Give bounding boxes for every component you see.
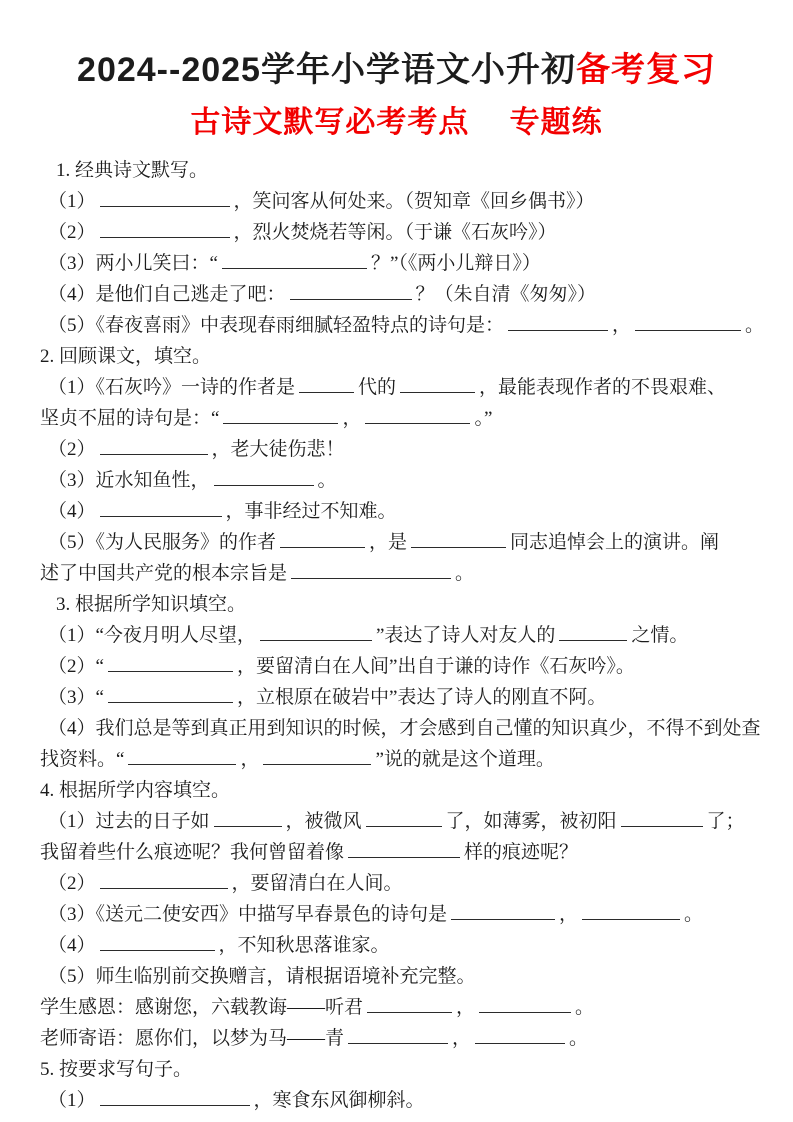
question-line bbox=[40, 279, 755, 310]
text-segment: （1）《石灰吟》一诗的作者是 bbox=[48, 377, 296, 398]
text-segment: （3）近水知鱼性， bbox=[48, 470, 210, 491]
section-4-heading bbox=[40, 775, 755, 806]
text-segment: ，最能表现作者的不畏艰难、 bbox=[479, 377, 727, 398]
answer-blank bbox=[214, 467, 314, 486]
text-segment: ？（朱自清《匆匆》） bbox=[415, 284, 597, 305]
question-line bbox=[40, 713, 761, 744]
answer-blank bbox=[100, 436, 208, 455]
answer-blank bbox=[451, 901, 555, 920]
text-segment: ，要留清白在人间。 bbox=[231, 873, 403, 894]
answer-blank bbox=[559, 622, 627, 641]
section-5-heading bbox=[40, 1054, 755, 1085]
questions bbox=[0, 155, 793, 1116]
answer-blank bbox=[348, 839, 460, 858]
answer-blank bbox=[108, 653, 233, 672]
question-line-continuation bbox=[40, 744, 755, 775]
text-segment: （4）是他们自己逃走了吧： bbox=[48, 284, 286, 305]
answer-blank bbox=[260, 622, 372, 641]
question-line-continuation bbox=[40, 403, 755, 434]
question-line bbox=[40, 465, 755, 496]
question-line bbox=[40, 682, 755, 713]
answer-blank bbox=[128, 746, 236, 765]
text-segment: ？”（《两小儿辩日》） bbox=[370, 253, 541, 274]
answer-blank bbox=[400, 374, 475, 393]
answer-blank bbox=[223, 405, 338, 424]
text-segment: （3）“ bbox=[48, 687, 104, 708]
text-segment: 了； bbox=[706, 811, 745, 832]
question-line bbox=[40, 806, 755, 837]
answer-blank bbox=[621, 808, 703, 827]
answer-blank bbox=[100, 219, 230, 238]
text-segment: 同志追悼会上的演讲。阐 bbox=[510, 532, 720, 553]
question-line bbox=[40, 868, 755, 899]
question-line-continuation bbox=[40, 1023, 755, 1054]
text-segment: 。 bbox=[684, 904, 704, 925]
text-segment: （2） bbox=[48, 873, 96, 894]
section-1-heading bbox=[40, 155, 755, 186]
question-line bbox=[40, 217, 755, 248]
text-segment: 述了中国共产党的根本宗旨是 bbox=[40, 563, 288, 584]
answer-blank bbox=[635, 312, 741, 331]
answer-blank bbox=[100, 498, 222, 517]
answer-blank bbox=[299, 374, 354, 393]
answer-blank bbox=[582, 901, 680, 920]
text-segment: （2） bbox=[48, 222, 96, 243]
answer-blank bbox=[475, 1025, 565, 1044]
answer-blank bbox=[280, 529, 365, 548]
question-line bbox=[40, 248, 755, 279]
text-segment: 3. 根据所学知识填空。 bbox=[56, 594, 247, 615]
answer-blank bbox=[263, 746, 371, 765]
text-segment: 。 bbox=[317, 470, 337, 491]
answer-blank bbox=[100, 1087, 250, 1106]
text-segment: ，不知秋思落谁家。 bbox=[218, 935, 390, 956]
text-segment: （5）《春夜喜雨》中表现春雨细腻轻盈特点的诗句是： bbox=[48, 315, 505, 336]
question-line-continuation bbox=[40, 558, 755, 589]
title-red-part: 备考复习 bbox=[575, 51, 716, 89]
text-segment: ，笑问客从何处来。（贺知章《回乡偶书》） bbox=[233, 191, 595, 212]
answer-blank bbox=[479, 994, 571, 1013]
text-segment: ，老大徒伤悲！ bbox=[211, 439, 345, 460]
text-segment: ，要留清白在人间”出自于谦的诗作《石灰吟》。 bbox=[236, 656, 635, 677]
text-segment: （3）《送元二使安西》中描写早春景色的诗句是 bbox=[48, 904, 448, 925]
text-segment: 找资料。“ bbox=[40, 749, 125, 770]
question-line-continuation bbox=[40, 837, 755, 868]
text-segment: （4） bbox=[48, 501, 96, 522]
text-segment: 。” bbox=[474, 408, 493, 429]
text-segment: 。 bbox=[455, 563, 475, 584]
text-segment: 样的痕迹呢？ bbox=[464, 842, 579, 863]
text-segment: ，是 bbox=[369, 532, 408, 553]
text-segment: （1）“今夜月明人尽望， bbox=[48, 625, 256, 646]
text-segment: ，事非经过不知难。 bbox=[225, 501, 397, 522]
answer-blank bbox=[366, 808, 442, 827]
answer-blank bbox=[222, 250, 367, 269]
answer-blank bbox=[367, 994, 452, 1013]
text-segment: 代的 bbox=[358, 377, 397, 398]
title-year-part: 2024--2025学年小学语文小升初 bbox=[77, 51, 576, 89]
text-segment: （2）“ bbox=[48, 656, 104, 677]
question-line bbox=[40, 496, 755, 527]
question-line bbox=[40, 899, 755, 930]
text-segment: 了，如薄雾，被初阳 bbox=[445, 811, 617, 832]
text-segment: 学生感恩：感谢您，六载教诲——听君 bbox=[40, 997, 364, 1018]
answer-blank bbox=[108, 684, 233, 703]
answer-blank bbox=[290, 281, 412, 300]
text-segment: ，立根原在破岩中”表达了诗人的刚直不阿。 bbox=[236, 687, 607, 708]
text-segment: 。 bbox=[575, 997, 595, 1018]
question-line bbox=[40, 434, 755, 465]
answer-blank bbox=[411, 529, 506, 548]
answer-blank bbox=[291, 560, 451, 579]
question-line bbox=[40, 372, 755, 403]
text-segment: 1. 经典诗文默写。 bbox=[56, 160, 209, 181]
text-segment: （3）两小儿笑曰：“ bbox=[48, 253, 218, 274]
text-segment: ”说的就是这个道理。 bbox=[375, 749, 555, 770]
section-3-heading bbox=[40, 589, 755, 620]
question-line bbox=[40, 1085, 755, 1116]
text-segment: （2） bbox=[48, 439, 96, 460]
text-segment: （4）我们总是等到真正用到知识的时候，才会感到自己懂的知识真少，不得不到处查 bbox=[48, 718, 761, 739]
text-segment: （1） bbox=[48, 1090, 96, 1111]
answer-blank bbox=[214, 808, 282, 827]
text-segment: ， bbox=[240, 749, 260, 770]
answer-blank bbox=[348, 1025, 448, 1044]
text-segment: （5）《为人民服务》的作者 bbox=[48, 532, 277, 553]
text-segment: ， bbox=[456, 997, 476, 1018]
text-segment: ， bbox=[559, 904, 579, 925]
text-segment: ，寒食东风御柳斜。 bbox=[253, 1090, 425, 1111]
question-line bbox=[40, 310, 765, 341]
question-line bbox=[40, 961, 755, 992]
answer-blank bbox=[100, 188, 230, 207]
text-segment: ， bbox=[452, 1028, 472, 1049]
text-segment: 。 bbox=[569, 1028, 589, 1049]
question-line bbox=[40, 527, 755, 558]
text-segment: 。 bbox=[745, 315, 765, 336]
section-2-heading bbox=[40, 341, 755, 372]
text-segment: 我留着些什么痕迹呢？我何曾留着像 bbox=[40, 842, 345, 863]
question-line bbox=[40, 186, 755, 217]
text-segment: ”表达了诗人对友人的 bbox=[375, 625, 556, 646]
text-segment: ， bbox=[342, 408, 362, 429]
text-segment: 老师寄语：愿你们，以梦为马——青 bbox=[40, 1028, 345, 1049]
question-line-continuation bbox=[40, 992, 755, 1023]
text-segment: ， bbox=[612, 315, 632, 336]
text-segment: 2. 回顾课文，填空。 bbox=[40, 346, 212, 367]
text-segment: 之情。 bbox=[631, 625, 689, 646]
text-segment: （1）过去的日子如 bbox=[48, 811, 210, 832]
question-line bbox=[40, 620, 755, 651]
page-subtitle: 古诗文默写必考考点 专题练 bbox=[190, 106, 603, 139]
answer-blank bbox=[508, 312, 608, 331]
question-line bbox=[40, 651, 755, 682]
text-segment: 4. 根据所学内容填空。 bbox=[40, 780, 231, 801]
answer-blank bbox=[100, 870, 228, 889]
text-segment: 5. 按要求写句子。 bbox=[40, 1059, 193, 1080]
page-title bbox=[0, 42, 793, 91]
title-block bbox=[0, 0, 793, 141]
text-segment: （4） bbox=[48, 935, 96, 956]
text-segment: （1） bbox=[48, 191, 96, 212]
answer-blank bbox=[365, 405, 470, 424]
text-segment: ，烈火焚烧若等闲。（于谦《石灰吟》） bbox=[233, 222, 557, 243]
text-segment: 坚贞不屈的诗句是：“ bbox=[40, 408, 220, 429]
text-segment: ，被微风 bbox=[285, 811, 362, 832]
answer-blank bbox=[100, 932, 215, 951]
question-line bbox=[40, 930, 755, 961]
text-segment: （5）师生临别前交换赠言，请根据语境补充完整。 bbox=[48, 966, 476, 987]
